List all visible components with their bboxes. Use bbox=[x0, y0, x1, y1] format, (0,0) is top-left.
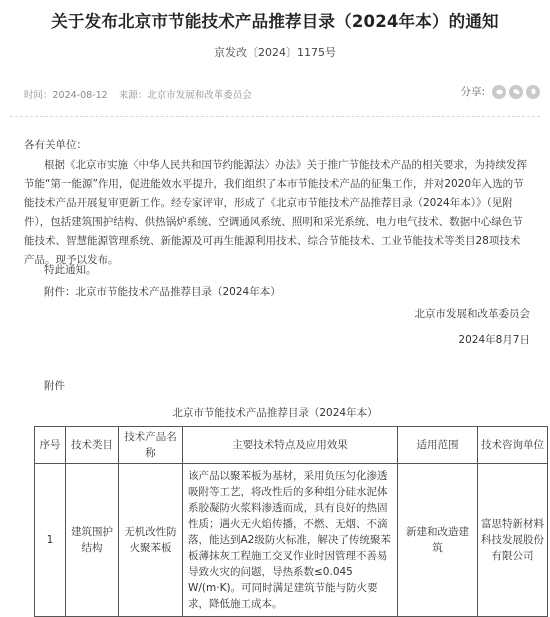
table-row bbox=[35, 464, 548, 617]
cell-no: 1 bbox=[35, 464, 66, 617]
main-paragraph: 根据《北京市实施〈中华人民共和国节约能源法〉办法》关于推广节能技术产品的相关要求，为持续发挥节能“第一能源”作用，促进能效水平提升，我们组织了本市节能技术产品的征集工作，并对2020年入选的节能技术产品开展复审更新工作。经专家评审，形成了《北京市节能技术产品推荐目录（2024年本）》（见附件），包括建筑围护结构、供热锅炉系统、空调通风系统、照明和采光系统、电力电气技术、数据中心绿色节能技术、智慧能源管理系统、新能源及可再生能源利用技术、综合节能技术、工业节能技术等类目28项技术产品。现予以发布。 bbox=[24, 159, 527, 266]
meta-info bbox=[24, 87, 260, 101]
issuer: 北京市发展和改革委员会 bbox=[414, 308, 530, 320]
cell-scope: 新建和改造建筑 bbox=[398, 464, 478, 617]
salutation: 各有关单位： bbox=[24, 139, 87, 151]
attachment-link[interactable]: 附件：北京市节能技术产品推荐目录（2024年本） bbox=[44, 286, 281, 298]
document-number: 京发改〔2024〕1175号 bbox=[214, 46, 336, 59]
header-divider bbox=[10, 116, 540, 117]
wechat-icon[interactable] bbox=[509, 85, 523, 99]
cell-product: 无机改性防火聚苯板 bbox=[119, 464, 183, 617]
table-header-row bbox=[35, 427, 548, 464]
header-category: 技术类目 bbox=[66, 427, 119, 464]
qq-icon[interactable] bbox=[526, 85, 540, 99]
publish-date: 时间：2024-08-12 bbox=[24, 90, 108, 101]
cell-category: 建筑围护结构 bbox=[66, 464, 119, 617]
header-scope: 适用范围 bbox=[398, 427, 478, 464]
cell-consultant: 富思特新材料科技发展股份有限公司 bbox=[478, 464, 548, 617]
header-consultant: 技术咨询单位 bbox=[478, 427, 548, 464]
weibo-icon[interactable] bbox=[492, 85, 506, 99]
issue-date: 2024年8月7日 bbox=[458, 334, 530, 346]
annex-label: 附件 bbox=[44, 380, 65, 392]
header-no: 序号 bbox=[35, 427, 66, 464]
special-notice: 特此通知。 bbox=[44, 264, 97, 276]
page-title: 关于发布北京市节能技术产品推荐目录（2024年本）的通知 bbox=[51, 12, 499, 31]
cell-effect: 该产品以聚苯板为基材，采用负压匀化渗透吸附等工艺，将改性后的多种组分硅水泥体系胶凝防火浆料渗透而成，具有良好的热固性质；遇火无火焰传播，不燃、无烟、不滴落，能达到A2级防火标准，解决了传统聚苯板薄抹灰工程施工交叉作业时因管理不善易导致火灾的问题，导热系数≤0.045 W/(m·K)。可同时满足建筑节能与防火要求，降低施工成本。 bbox=[183, 464, 398, 617]
share-label: 分享: bbox=[460, 86, 485, 98]
header-product: 技术产品名称 bbox=[119, 427, 183, 464]
table-title: 北京市节能技术产品推荐目录（2024年本） bbox=[172, 407, 378, 419]
source-label: 来源：北京市发展和改革委员会 bbox=[118, 90, 252, 101]
share-bar bbox=[460, 84, 540, 99]
product-table bbox=[34, 426, 548, 617]
header-effect: 主要技术特点及应用效果 bbox=[183, 427, 398, 464]
